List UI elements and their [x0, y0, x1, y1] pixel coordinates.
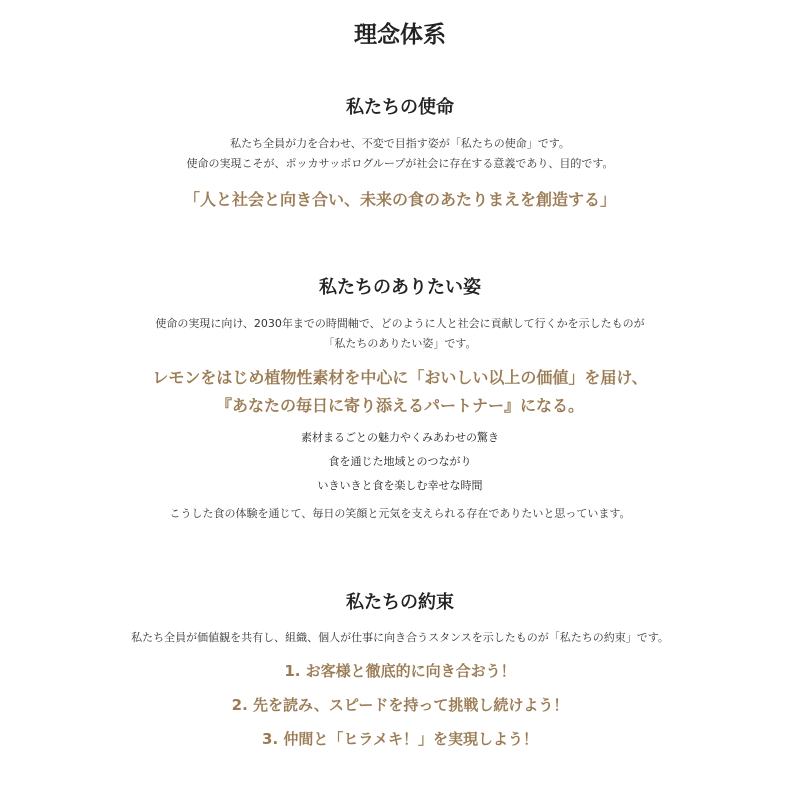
mission-section	[0, 95, 800, 214]
vision-closing: こうした食の体験を通じて、毎日の笑顔と元気を支えられる存在でありたいと思っています。	[169, 507, 631, 520]
vision-feature-item: 食を通じた地域とのつながり	[328, 455, 472, 468]
vision-statement	[0, 364, 800, 420]
promise-item: 3. 仲間と「ヒラメキ！」を実現しよう！	[262, 730, 538, 748]
vision-feature-item: 素材まるごとの魅力やくみあわせの驚き	[301, 431, 499, 444]
vision-title: 私たちのありたい姿	[319, 277, 481, 298]
vision-feature-list	[0, 426, 800, 498]
page-title: 理念体系	[354, 22, 446, 48]
promise-title: 私たちの約束	[346, 592, 454, 613]
vision-text-line: 「私たちのありたい姿」です。	[323, 337, 477, 350]
vision-statement-line: 『あなたの毎日に寄り添えるパートナー』になる。	[215, 396, 584, 415]
promise-item: 2. 先を読み、スピードを持って挑戦し続けよう！	[231, 696, 569, 714]
vision-text-line: 使命の実現に向け、2030年までの時間軸で、どのように人と社会に貢献して行くかを示したものが	[155, 317, 645, 330]
mission-text-line: 使命の実現こそが、ポッカサッポログループが社会に存在する意義であり、目的です。	[186, 157, 614, 170]
promise-item: 1. お客様と徹底的に向き合おう！	[284, 662, 516, 680]
vision-section	[0, 275, 800, 524]
promise-text-line: 私たち全員が価値観を共有し、組織、個人が仕事に向き合うスタンスを示したものが「私たちの約束」です。	[131, 631, 669, 644]
mission-text-line: 私たち全員が力を合わせ、不変で目指す姿が「私たちの使命」です。	[230, 137, 570, 150]
mission-statement: 「人と社会と向き合い、未来の食のあたりまえを創造する」	[183, 190, 616, 209]
mission-title: 私たちの使命	[346, 97, 454, 118]
promise-list	[0, 654, 800, 756]
vision-statement-line: レモンをはじめ植物性素材を中心に「おいしい以上の価値」を届け、	[152, 368, 648, 387]
promise-section	[0, 590, 800, 756]
vision-feature-item: いきいきと食を楽しむ幸せな時間	[317, 479, 483, 492]
